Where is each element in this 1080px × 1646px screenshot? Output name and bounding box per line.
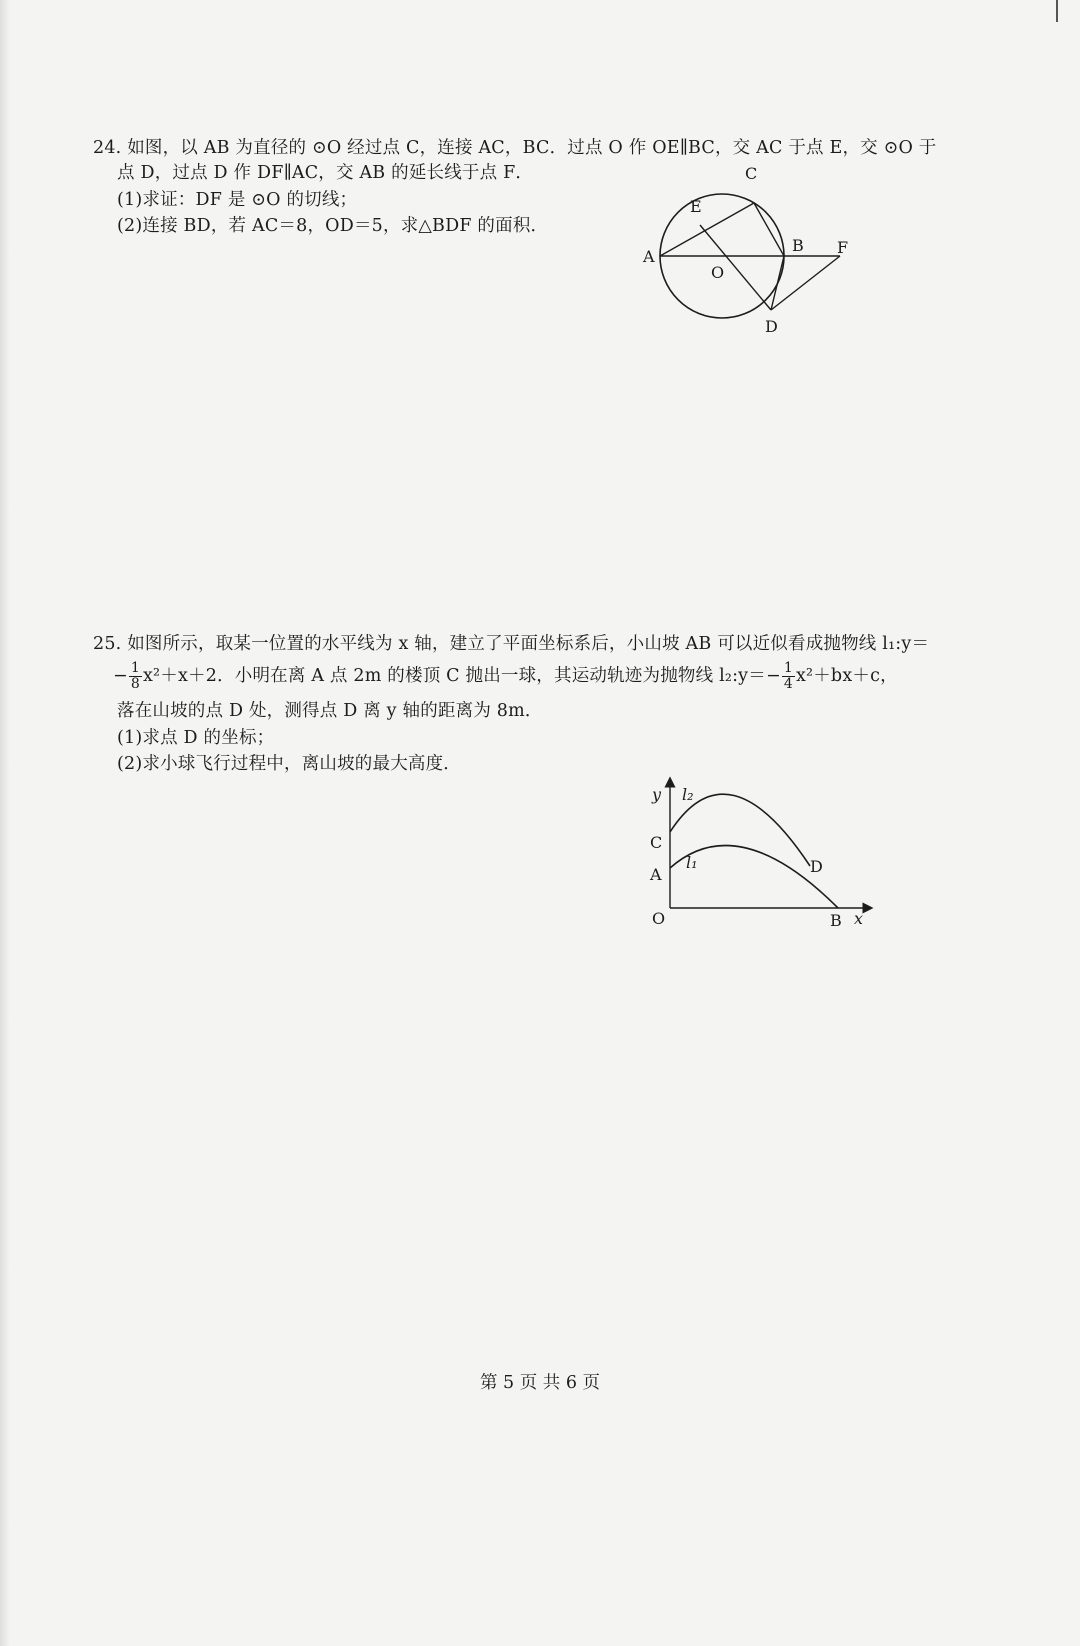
q24-part1: (1)求证：DF 是 ⊙O 的切线； — [117, 190, 358, 210]
frac1-num: 1 — [130, 660, 140, 676]
label-a: A — [643, 247, 655, 266]
label-c: C — [650, 833, 663, 852]
fraction-one-quarter — [782, 661, 795, 692]
q25-part2: (2)求小球飞行过程中，离山坡的最大高度． — [117, 754, 461, 774]
label-o: O — [711, 263, 725, 282]
q25-line2-prefix: − — [113, 666, 128, 686]
label-a: A — [650, 865, 662, 884]
label-l1: l₁ — [686, 853, 698, 872]
q25-line3: 落在山坡的点 D 处，测得点 D 离 y 轴的距离为 8m． — [117, 701, 543, 721]
label-y: y — [652, 785, 662, 804]
label-e: E — [690, 197, 702, 216]
frac2-den: 4 — [783, 676, 793, 692]
line-ac — [660, 203, 754, 256]
q24-figure — [640, 160, 870, 339]
q25-line2-mid: x²＋x＋2．小明在离 A 点 2m 的楼顶 C 抛出一球，其运动轨迹为抛物线 l₂:y＝− — [142, 666, 781, 686]
label-l2: l₂ — [682, 785, 694, 804]
frac1-den: 8 — [130, 676, 140, 692]
fraction-one-eighth — [129, 661, 142, 692]
label-d: D — [810, 857, 823, 876]
q25-part1: (1)求点 D 的坐标； — [117, 728, 275, 748]
q25-line2 — [113, 661, 898, 692]
q25-figure — [640, 770, 880, 934]
q24-part2: (2)连接 BD，若 AC＝8，OD＝5，求△BDF 的面积． — [117, 216, 549, 236]
scan-edge-shadow — [0, 0, 10, 1646]
frac2-num: 1 — [783, 660, 793, 676]
label-d: D — [765, 317, 778, 336]
label-b: B — [830, 911, 842, 930]
line-cb — [754, 203, 784, 256]
margin-tick — [1056, 0, 1058, 22]
label-x: x — [854, 909, 864, 928]
page-footer: 第 5 页 共 6 页 — [479, 1373, 601, 1393]
q25-line2-suffix: x²＋bx＋c， — [795, 666, 898, 686]
q25-line1: 25. 如图所示，取某一位置的水平线为 x 轴，建立了平面坐标系后，小山坡 AB 可以近似看成抛物线 l₁:y＝ — [93, 634, 930, 654]
label-o: O — [652, 909, 666, 928]
q24-line1: 24. 如图，以 AB 为直径的 ⊙O 经过点 C，连接 AC，BC．过点 O 作 OE∥BC，交 AC 于点 E，交 ⊙O 于 — [93, 138, 937, 158]
label-b: B — [792, 236, 804, 255]
q24-line2: 点 D，过点 D 作 DF∥AC，交 AB 的延长线于点 F． — [117, 163, 534, 183]
label-c: C — [745, 164, 758, 183]
label-f: F — [837, 238, 849, 257]
